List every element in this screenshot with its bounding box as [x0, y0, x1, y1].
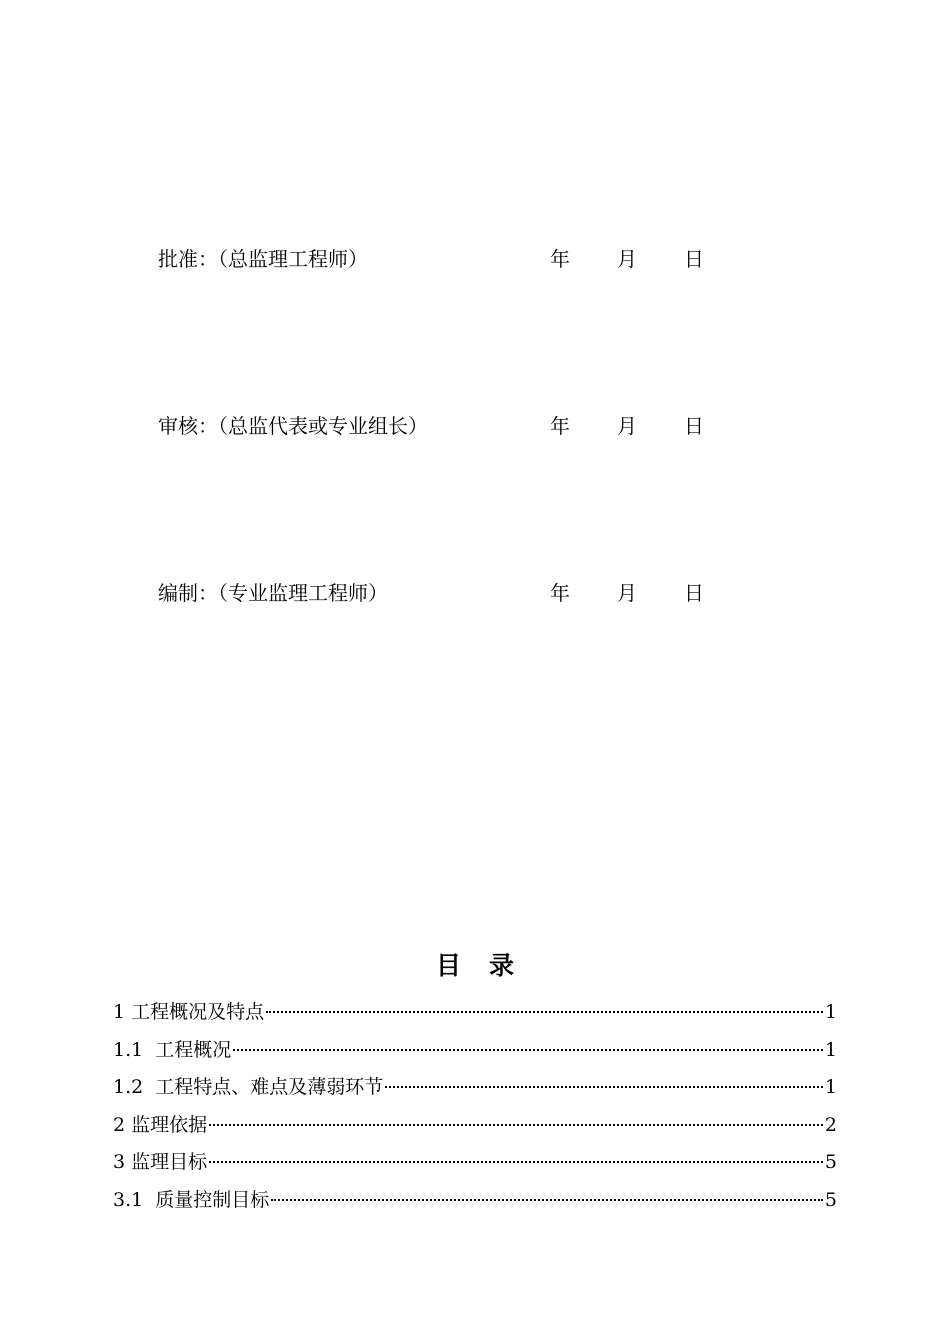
toc-item[interactable] [113, 1145, 837, 1183]
approval-label: 批准：（总监理工程师） [158, 247, 368, 271]
review-label: 审核：（总监代表或专业组长） [158, 414, 428, 438]
toc-leader-dots [209, 1161, 823, 1163]
review-day: 日 [684, 414, 704, 438]
toc-leader-dots [233, 1049, 823, 1051]
toc-item-text: 1.2 工程特点、难点及薄弱环节 [113, 1076, 384, 1099]
toc-item[interactable] [113, 995, 837, 1033]
toc-item-text: 2 监理依据 [113, 1113, 208, 1136]
toc-item-text: 1.1 工程概况 [113, 1038, 232, 1061]
toc-leader-dots [385, 1086, 823, 1088]
approval-year: 年 [550, 247, 570, 271]
toc-item-page: 2 [824, 1113, 837, 1136]
toc-leader-dots [266, 1011, 823, 1013]
toc-item[interactable] [113, 1070, 837, 1108]
approval-row [0, 244, 950, 274]
toc-item-text: 3.1 质量控制目标 [113, 1188, 270, 1211]
table-of-contents [113, 995, 837, 1221]
compile-row [0, 578, 950, 608]
toc-item-page: 5 [824, 1151, 837, 1174]
toc-item-text: 3 监理目标 [113, 1151, 208, 1174]
toc-item-page: 1 [824, 1076, 837, 1099]
toc-item-text: 1 工程概况及特点 [113, 1001, 265, 1023]
compile-month: 月 [617, 581, 637, 605]
compile-day: 日 [684, 581, 704, 605]
toc-item[interactable] [113, 1108, 837, 1146]
toc-leader-dots [209, 1124, 823, 1126]
review-year: 年 [550, 414, 570, 438]
compile-label: 编制：（专业监理工程师） [158, 581, 388, 605]
review-row [0, 411, 950, 441]
toc-item-page: 1 [824, 1001, 837, 1023]
toc-item-page: 1 [824, 1038, 837, 1061]
toc-item[interactable] [113, 1183, 837, 1221]
review-month: 月 [617, 414, 637, 438]
compile-year: 年 [550, 581, 570, 605]
toc-item-page: 5 [824, 1188, 837, 1211]
approval-day: 日 [684, 247, 704, 271]
toc-leader-dots [271, 1199, 823, 1201]
toc-title: 目录 [435, 951, 542, 980]
toc-item[interactable] [113, 1033, 837, 1071]
approval-month: 月 [617, 247, 637, 271]
